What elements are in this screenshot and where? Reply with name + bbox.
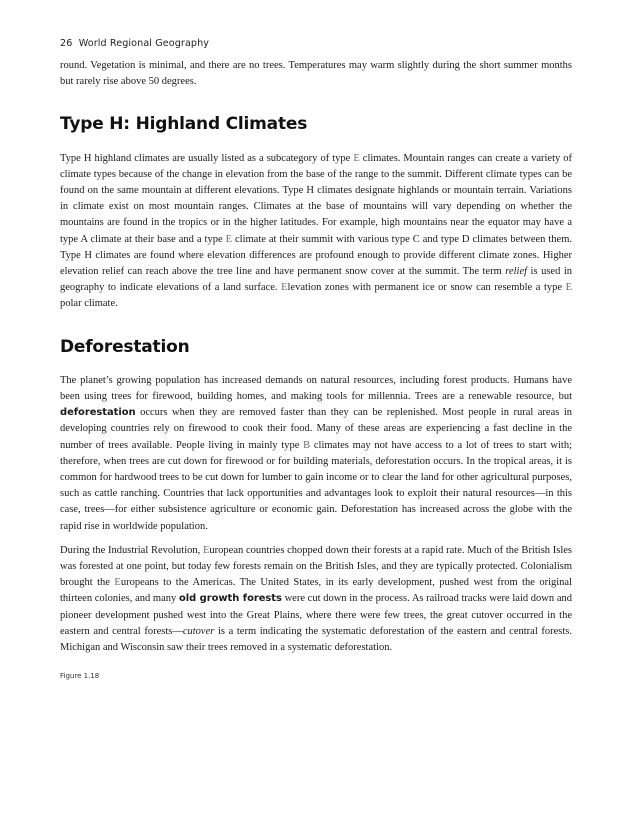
text-run: The planet’s growing population has increased demands on natural resources, including forest products. Humans have been using trees for firewood, building homes, and making tools for millennia. Trees are a renewable resource, but (60, 374, 572, 403)
text-run: occurs when they are removed faster than they can be replenished. Most people in rural areas in developing countries rely on firewood to cook their food. Many of these areas are experiencing a fast decline in the number of trees available. People living in mainly type (60, 407, 572, 451)
deforestation-paragraph-2 (60, 543, 572, 656)
text-run: polar climate. (60, 298, 118, 310)
climate-letter: E (281, 282, 288, 294)
text-run: climates. Mountain ranges can create a variety of climate types because of the change in elevation from the base of the range to the summit. Different climate types can be found on the same mountain at different elevations. Type H climates designate highlands or mountain terrain. Variations in climate exist on most mountain ranges. Climates at the base of mountains will vary depending on whether the mountains are found in the tropics or in the higher latitudes. For example, high mountains near the equator may have a type A climate at their base and a type (60, 152, 573, 245)
heading-deforestation: Deforestation (60, 336, 190, 357)
climate-letter: E (353, 152, 360, 164)
italic-term-relief: relief (505, 266, 528, 278)
text-run: climates may not have access to a lot of trees to start with; therefore, when trees are cut down for firewood or for building materials, deforestation occurs. In the tropical areas, it is common for hardwood trees to be cut down for lumber to gain income or to clear the land for other agricultural purposes, such as cattle ranching. Countries that lack opportunities and advantages look to exploit their natural resources—in this case, trees—for either subsistence agriculture or economic gain. Deforestation has increased across the globe with the rapid rise in worldwide population. (60, 439, 572, 532)
text-run: Type H highland climates are usually listed as a subcategory of type (60, 152, 354, 164)
key-term-old-growth-forests: old growth forests (178, 593, 282, 605)
italic-term-cutover: cutover (182, 625, 215, 637)
running-header (60, 38, 209, 49)
climate-letter: E (225, 233, 233, 245)
climate-letter: E (114, 577, 121, 589)
highland-paragraph (60, 151, 572, 313)
text-run: were cut down in the process. As railroad tracks were laid down and pioneer development pushed west into the Great Plains, where there were few trees, the great cutover occurred in the eastern and central forests— (60, 593, 572, 637)
climate-letter: E (202, 544, 210, 556)
book-title: World Regional Geography (78, 38, 210, 49)
text-run: climate at their summit with various type C and type D climates between them. Type H climates are found where elevation differences are profound enough to provide different climate zones. Higher elevation relief can reach above the tree line and have permanent snow cover at the summit. The term (60, 233, 573, 278)
text-run: uropean countries chopped down their forests at a rapid rate. Much of the British Isles was forested at one point, but today few forests remain on the British Isles, and they are typically protected. Colonialism brought the (60, 544, 572, 589)
text-run: is used in geography to indicate elevations of a land surface. (60, 266, 573, 294)
heading-highland-climates: Type H: Highland Climates (60, 114, 308, 135)
page-content (60, 58, 572, 685)
text-run: levation zones with permanent ice or snow can resemble a type (287, 282, 566, 294)
intro-paragraph: round. Vegetation is minimal, and there are no trees. Temperatures may warm slightly during the short summer months but rarely rise above 50 degrees. (60, 60, 572, 88)
climate-letter: B (303, 439, 311, 451)
key-term-deforestation: deforestation (60, 407, 136, 419)
text-run: During the Industrial Revolution, (60, 544, 203, 556)
text-run: is a term indicating the systematic deforestation of the eastern and central forests. Michigan and Wisconsin saw their trees removed in a systematic deforestation. (60, 625, 572, 654)
climate-letter: E (565, 282, 572, 294)
text-run: uropeans to the Americas. The United States, in its early development, pushed west from the original thirteen colonies, and many (60, 577, 572, 605)
page-number: 26 (60, 38, 73, 49)
figure-caption: Figure 1.18 (60, 672, 100, 681)
deforestation-paragraph-1 (60, 373, 572, 535)
